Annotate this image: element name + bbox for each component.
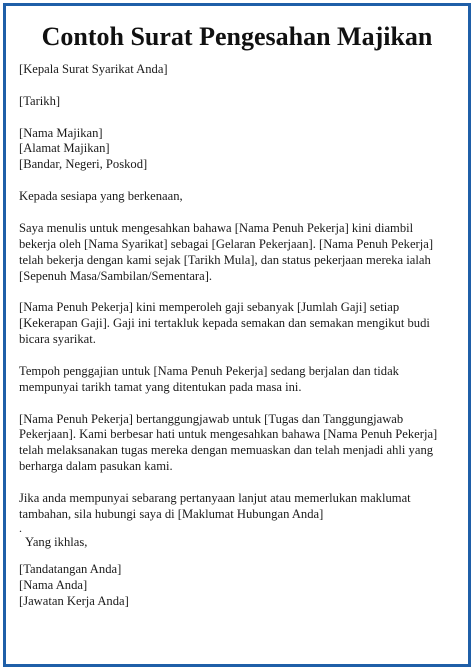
paragraph-confirmation: [19, 221, 459, 285]
paragraph-line: mempunyai tarikh tamat yang ditentukan pada masa ini.: [19, 379, 302, 394]
employer-location: [Bandar, Negeri, Poskod]: [19, 157, 148, 172]
paragraph-contact: [19, 491, 459, 523]
letter-body: [19, 62, 459, 609]
paragraph-line: tambahan, sila hubungi saya di [Maklumat Hubungan Anda]: [19, 506, 324, 521]
paragraph-line: Pekerjaan]. Kami berbesar hati untuk mengesahkan bahawa [Nama Penuh Pekerja]: [19, 427, 438, 442]
paragraph-line: bicara syarikat.: [19, 332, 96, 347]
paragraph-duties: [19, 412, 459, 476]
paragraph-line: [Sepenuh Masa/Sambilan/Sementara].: [19, 268, 213, 283]
paragraph-salary: [19, 300, 459, 348]
company-header: [Kepala Surat Syarikat Anda]: [19, 62, 168, 76]
paragraph-line: berharga dalam pasukan kami.: [19, 459, 173, 474]
stray-mark: .: [19, 520, 22, 535]
paragraph-line: telah bekerja dengan kami sejak [Tarikh Mula], dan status pekerjaan mereka ialah: [19, 252, 431, 267]
letter-frame: [3, 3, 471, 667]
salutation: Kepada sesiapa yang berkenaan,: [19, 189, 183, 204]
date-field: [Tarikh]: [19, 93, 61, 108]
paragraph-employment-period: [19, 364, 459, 396]
employer-address: [Alamat Majikan]: [19, 141, 110, 156]
closing: Yang ikhlas,: [25, 534, 88, 549]
paragraph-line: bekerja oleh [Nama Syarikat] sebagai [Gelaran Pekerjaan]. [Nama Penuh Pekerja]: [19, 236, 434, 251]
signer-name: [Nama Anda]: [19, 577, 88, 592]
paragraph-line: [Nama Penuh Pekerja] kini memperoleh gaji sebanyak [Jumlah Gaji] setiap: [19, 300, 400, 315]
page-title: Contoh Surat Pengesahan Majikan: [41, 22, 433, 51]
paragraph-line: Saya menulis untuk mengesahkan bahawa [Nama Penuh Pekerja] kini diambil: [19, 220, 414, 235]
employer-name: [Nama Majikan]: [19, 125, 103, 140]
paragraph-line: Tempoh penggajian untuk [Nama Penuh Pekerja] sedang berjalan dan tidak: [19, 363, 399, 378]
paragraph-line: [Kekerapan Gaji]. Gaji ini tertakluk kepada semakan dan semakan mengikut budi: [19, 316, 430, 331]
paragraph-line: Jika anda mempunyai sebarang pertanyaan lanjut atau memerlukan maklumat: [19, 491, 411, 506]
signature-line: [Tandatangan Anda]: [19, 561, 122, 576]
paragraph-line: [Nama Penuh Pekerja] bertanggungjawab untuk [Tugas dan Tanggungjawab: [19, 411, 404, 426]
signer-position: [Jawatan Kerja Anda]: [19, 593, 129, 608]
paragraph-line: telah melaksanakan tugas mereka dengan memuaskan dan telah menjadi ahli yang: [19, 443, 434, 458]
